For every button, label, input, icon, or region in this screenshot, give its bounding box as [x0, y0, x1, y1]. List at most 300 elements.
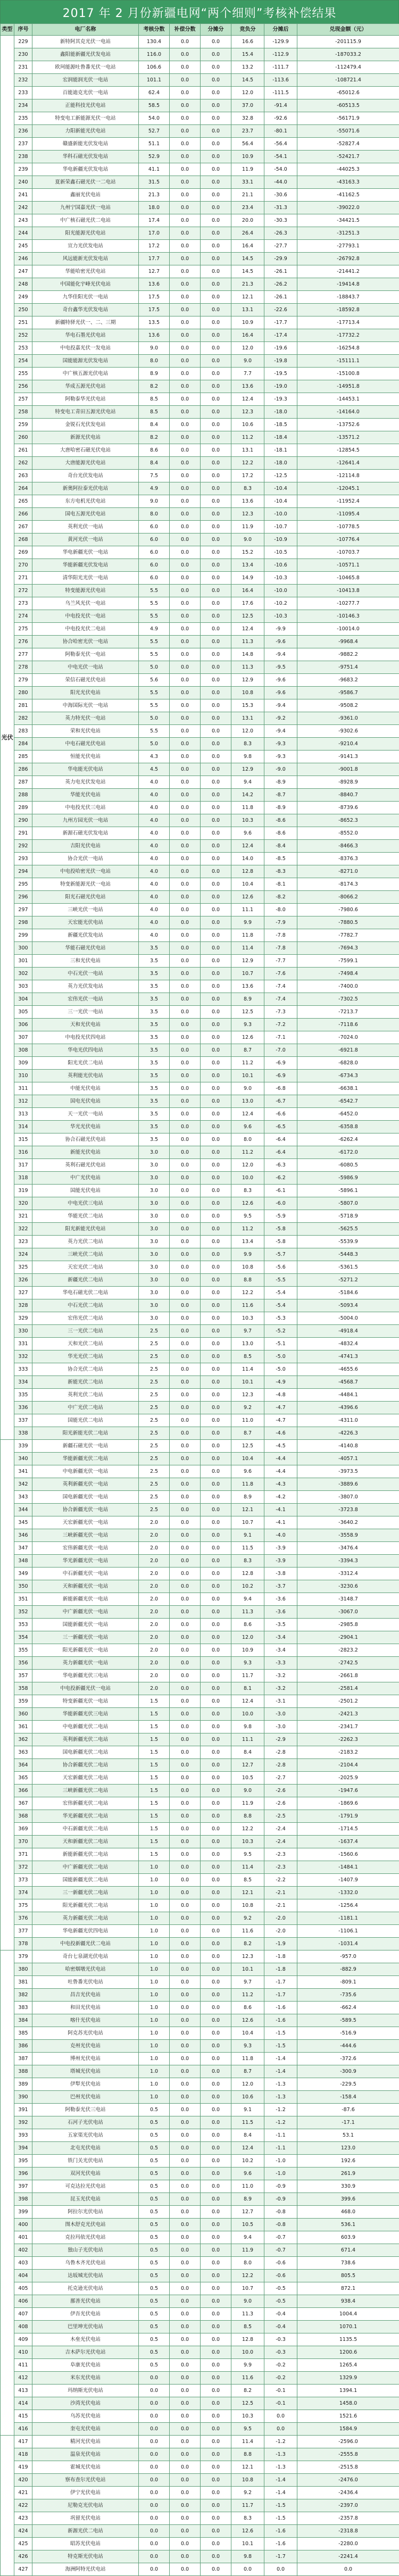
- row-index: 375: [14, 1899, 32, 1912]
- station-name: 宏润能润光伏一电站: [32, 74, 139, 87]
- compensate-score: 0.0: [170, 738, 201, 751]
- compensate-score: 0.0: [170, 993, 201, 1006]
- station-name: 新疆光伏发电站: [32, 929, 139, 942]
- table-row: [1, 891, 399, 904]
- after-share: -26.2: [264, 278, 297, 291]
- row-index: 359: [14, 1695, 32, 1708]
- amount: -17.1: [297, 2116, 399, 2129]
- share-score: 0.0: [201, 942, 231, 955]
- share-score: 0.0: [201, 712, 231, 725]
- station-name: 英利能光伏电站: [32, 1070, 139, 1082]
- compensate-score: 0.0: [170, 1427, 201, 1440]
- net-score: 17.6: [231, 597, 264, 610]
- station-name: 伊宁光伏电站: [32, 2487, 139, 2499]
- assess-score: 0.0: [139, 2563, 170, 2576]
- assess-score: 1.0: [139, 1861, 170, 1874]
- after-share: -6.0: [264, 1197, 297, 1210]
- station-name: 玛纳斯光伏电站: [32, 2385, 139, 2397]
- after-share: -8.9: [264, 802, 297, 814]
- amount: -12114.8: [297, 470, 399, 482]
- row-index: 400: [14, 2219, 32, 2231]
- assess-score: 8.9: [139, 368, 170, 380]
- assess-score: 8.6: [139, 444, 170, 457]
- compensate-score: 0.0: [170, 2538, 201, 2550]
- row-index: 318: [14, 1172, 32, 1185]
- table-row: [1, 955, 399, 968]
- row-index: 416: [14, 2423, 32, 2436]
- amount: -10776.4: [297, 533, 399, 546]
- station-name: 国电新疆光伏一电站: [32, 1491, 139, 1504]
- after-share: -5.5: [264, 1274, 297, 1287]
- table-row: [1, 572, 399, 585]
- after-share: -3.1: [264, 1695, 297, 1708]
- station-name: 图木舒克光伏电站: [32, 2219, 139, 2231]
- after-share: -5.6: [264, 1261, 297, 1274]
- compensate-score: 0.0: [170, 2525, 201, 2538]
- station-name: 华电石墨光伏电站: [32, 329, 139, 342]
- assess-score: 4.0: [139, 904, 170, 916]
- net-score: 8.3: [231, 1185, 264, 1197]
- assess-score: 0.5: [139, 2270, 170, 2282]
- row-index: 308: [14, 1044, 32, 1057]
- table-row: [1, 74, 399, 87]
- amount: 805.5: [297, 2270, 399, 2282]
- assess-score: 2.0: [139, 1657, 170, 1670]
- table-row: [1, 623, 399, 636]
- compensate-score: 0.0: [170, 2563, 201, 2576]
- compensate-score: 0.0: [170, 968, 201, 980]
- compensate-score: 0.0: [170, 2219, 201, 2231]
- assess-score: 1.0: [139, 1976, 170, 1989]
- table-row: [1, 878, 399, 891]
- station-name: 恒能光伏电站: [32, 751, 139, 763]
- compensate-score: 0.0: [170, 980, 201, 993]
- table-row: [1, 942, 399, 955]
- row-index: 356: [14, 1657, 32, 1670]
- amount: -3148.7: [297, 1593, 399, 1606]
- after-share: -0.7: [264, 2244, 297, 2257]
- row-index: 370: [14, 1836, 32, 1848]
- assess-score: 62.4: [139, 87, 170, 99]
- table-row: [1, 406, 399, 419]
- table-row: [1, 2231, 399, 2244]
- share-score: 0.0: [201, 1899, 231, 1912]
- table-row: [1, 2053, 399, 2065]
- table-row: [1, 419, 399, 431]
- compensate-score: 0.0: [170, 2257, 201, 2270]
- net-score: 8.6: [231, 1619, 264, 1631]
- after-share: -4.1: [264, 1504, 297, 1516]
- station-name: 阳光光伏电站: [32, 687, 139, 699]
- compensate-score: 0.0: [170, 99, 201, 112]
- share-score: 0.0: [201, 495, 231, 508]
- share-score: 0.0: [201, 572, 231, 585]
- station-name: 中电投光伏一电站: [32, 610, 139, 623]
- net-score: 37.0: [231, 99, 264, 112]
- amount: 1394.1: [297, 2385, 399, 2397]
- compensate-score: 0.0: [170, 725, 201, 738]
- compensate-score: 0.0: [170, 1070, 201, 1082]
- table-row: [1, 393, 399, 406]
- compensate-score: 0.0: [170, 61, 201, 74]
- assess-score: 5.5: [139, 585, 170, 597]
- table-row: [1, 1095, 399, 1108]
- share-score: 0.0: [201, 1721, 231, 1733]
- row-index: 325: [14, 1261, 32, 1274]
- amount: -809.1: [297, 1976, 399, 1989]
- after-share: -8.1: [264, 878, 297, 891]
- compensate-score: 0.0: [170, 2104, 201, 2116]
- share-score: 0.0: [201, 521, 231, 533]
- table-row: [1, 329, 399, 342]
- share-score: 0.0: [201, 1516, 231, 1529]
- net-score: 16.6: [231, 36, 264, 48]
- station-name: 英利新疆光伏二电站: [32, 1733, 139, 1746]
- table-row: [1, 1657, 399, 1670]
- station-name: 中电石磁光伏电站: [32, 738, 139, 751]
- compensate-score: 0.0: [170, 291, 201, 304]
- net-score: 12.2: [231, 1823, 264, 1836]
- net-score: 12.6: [231, 2525, 264, 2538]
- net-score: 9.6: [231, 1121, 264, 1133]
- net-score: 10.6: [231, 2091, 264, 2104]
- station-name: 英利新疆光伏一电站: [32, 1478, 139, 1491]
- assess-score: 1.5: [139, 1759, 170, 1772]
- net-score: 8.7: [231, 1427, 264, 1440]
- amount: -957.0: [297, 1950, 399, 1963]
- compensate-score: 0.0: [170, 916, 201, 929]
- after-share: -18.5: [264, 419, 297, 431]
- station-name: 阿克苏光伏电站: [32, 2027, 139, 2040]
- station-name: 阳光能源光伏电站: [32, 227, 139, 240]
- row-index: 312: [14, 1095, 32, 1108]
- net-score: 13.0: [231, 1095, 264, 1108]
- amount: -4832.4: [297, 1338, 399, 1350]
- compensate-score: 0.0: [170, 2308, 201, 2321]
- station-name: 风远能新光伏发电站: [32, 253, 139, 265]
- share-score: 0.0: [201, 789, 231, 802]
- row-index: 279: [14, 674, 32, 687]
- assess-score: 4.0: [139, 853, 170, 865]
- assess-score: 0.0: [139, 2448, 170, 2461]
- after-share: -1.3: [264, 2078, 297, 2091]
- assess-score: 3.0: [139, 1287, 170, 1299]
- row-index: 355: [14, 1644, 32, 1657]
- amount: -7118.6: [297, 1019, 399, 1031]
- net-score: 12.9: [231, 674, 264, 687]
- compensate-score: 0.0: [170, 1568, 201, 1580]
- row-index: 291: [14, 827, 32, 840]
- share-score: 0.0: [201, 2065, 231, 2078]
- compensate-score: 0.0: [170, 1887, 201, 1899]
- after-share: -9.0: [264, 763, 297, 776]
- assess-score: 17.5: [139, 291, 170, 304]
- station-name: 中电投哈密光伏一电站: [32, 865, 139, 878]
- share-score: 0.0: [201, 2040, 231, 2053]
- after-share: -19.3: [264, 393, 297, 406]
- station-name: 协合新疆光伏一电站: [32, 1504, 139, 1516]
- assess-score: 0.0: [139, 2474, 170, 2487]
- amount: -10778.5: [297, 521, 399, 533]
- amount: -52827.4: [297, 138, 399, 151]
- after-share: -5.0: [264, 1350, 297, 1363]
- compensate-score: 0.0: [170, 457, 201, 470]
- amount: -2515.8: [297, 2461, 399, 2474]
- amount: -13571.2: [297, 431, 399, 444]
- table-row: [1, 1785, 399, 1797]
- table-row: [1, 342, 399, 355]
- share-score: 0.0: [201, 2308, 231, 2321]
- after-share: -1.2: [264, 2436, 297, 2448]
- net-score: 8.9: [231, 2193, 264, 2206]
- row-index: 313: [14, 1108, 32, 1121]
- amount: -41162.5: [297, 189, 399, 202]
- assess-score: 1.5: [139, 1746, 170, 1759]
- amount: -5986.9: [297, 1172, 399, 1185]
- after-share: -1.6: [264, 2014, 297, 2027]
- station-name: 宏伟光伏一电站: [32, 993, 139, 1006]
- after-share: -3.8: [264, 1568, 297, 1580]
- amount: -2596.0: [297, 2436, 399, 2448]
- assess-score: 3.5: [139, 1031, 170, 1044]
- row-index: 384: [14, 2014, 32, 2027]
- table-row: [1, 1274, 399, 1287]
- row-index: 273: [14, 597, 32, 610]
- assess-score: 6.0: [139, 572, 170, 585]
- compensate-score: 0.0: [170, 853, 201, 865]
- row-index: 255: [14, 368, 32, 380]
- compensate-score: 0.0: [170, 1325, 201, 1338]
- assess-score: 6.0: [139, 533, 170, 546]
- net-score: 11.6: [231, 1299, 264, 1312]
- amount: -31251.3: [297, 227, 399, 240]
- compensate-score: 0.0: [170, 2002, 201, 2014]
- compensate-score: 0.0: [170, 2270, 201, 2282]
- station-name: 中石新疆光伏二电站: [32, 1823, 139, 1836]
- share-score: 0.0: [201, 1529, 231, 1542]
- amount: -2904.1: [297, 1631, 399, 1644]
- after-share: -1.1: [264, 2142, 297, 2155]
- compensate-score: 0.0: [170, 1210, 201, 1223]
- station-name: 特变新疆光伏一电站: [32, 1695, 139, 1708]
- share-score: 0.0: [201, 1236, 231, 1248]
- assess-score: 1.5: [139, 1785, 170, 1797]
- row-index: 381: [14, 1976, 32, 1989]
- share-score: 0.0: [201, 2359, 231, 2372]
- after-share: -7.0: [264, 1044, 297, 1057]
- net-score: 10.1: [231, 2538, 264, 2550]
- compensate-score: 0.0: [170, 1261, 201, 1274]
- amount: 872.1: [297, 2282, 399, 2295]
- compensate-score: 0.0: [170, 1785, 201, 1797]
- row-index: 426: [14, 2550, 32, 2563]
- station-name: 塔城光伏电站: [32, 2065, 139, 2078]
- after-share: -1.0: [264, 2167, 297, 2180]
- station-name: 巴里坤光伏电站: [32, 2321, 139, 2333]
- assess-score: 3.5: [139, 1044, 170, 1057]
- amount: -14453.1: [297, 393, 399, 406]
- station-name: 正能科技光伏电站: [32, 99, 139, 112]
- after-share: -0.8: [264, 2219, 297, 2231]
- share-score: 0.0: [201, 1350, 231, 1363]
- station-name: 中电光伏三电站: [32, 1197, 139, 1210]
- table-row: [1, 1248, 399, 1261]
- share-score: 0.0: [201, 1440, 231, 1453]
- table-row: [1, 1568, 399, 1580]
- amount: -2280.0: [297, 2538, 399, 2550]
- share-score: 0.0: [201, 138, 231, 151]
- amount: -300.9: [297, 2065, 399, 2078]
- amount: 53.1: [297, 2129, 399, 2142]
- amount: -4226.3: [297, 1427, 399, 1440]
- assess-score: 2.5: [139, 1427, 170, 1440]
- amount: -9361.0: [297, 712, 399, 725]
- station-name: 国电五源光伏电站: [32, 508, 139, 521]
- table-row: [1, 2346, 399, 2359]
- share-score: 0.0: [201, 2397, 231, 2410]
- table-row: [1, 1529, 399, 1542]
- amount: -1106.1: [297, 1925, 399, 1938]
- net-score: 8.6: [231, 2002, 264, 2014]
- row-index: 378: [14, 1938, 32, 1950]
- after-share: -1.3: [264, 2461, 297, 2474]
- assess-score: 4.0: [139, 814, 170, 827]
- compensate-score: 0.0: [170, 2193, 201, 2206]
- after-share: -2.7: [264, 1772, 297, 1785]
- amount: -3476.4: [297, 1542, 399, 1555]
- station-name: 昭苏光伏电站: [32, 2538, 139, 2550]
- row-index: 229: [14, 36, 32, 48]
- after-share: -2.4: [264, 1836, 297, 1848]
- table-row: [1, 1108, 399, 1121]
- amount: -2397.0: [297, 2499, 399, 2512]
- row-index: 362: [14, 1733, 32, 1746]
- after-share: -6.7: [264, 1095, 297, 1108]
- net-score: 12.8: [231, 2333, 264, 2346]
- station-name: 中电投新疆光伏一电站: [32, 1682, 139, 1695]
- row-index: 336: [14, 1402, 32, 1414]
- station-name: 察布查尔光伏电站: [32, 2474, 139, 2487]
- assess-score: 4.0: [139, 878, 170, 891]
- after-share: -7.8: [264, 942, 297, 955]
- table-row: [1, 368, 399, 380]
- after-share: -30.6: [264, 189, 297, 202]
- compensate-score: 0.0: [170, 253, 201, 265]
- net-score: 9.0: [231, 533, 264, 546]
- row-index: 307: [14, 1031, 32, 1044]
- share-score: 0.0: [201, 2231, 231, 2244]
- row-index: 274: [14, 610, 32, 623]
- amount: 1004.4: [297, 2308, 399, 2321]
- assess-score: 2.0: [139, 1593, 170, 1606]
- compensate-score: 0.0: [170, 2053, 201, 2065]
- share-score: 0.0: [201, 916, 231, 929]
- net-score: 13.6: [231, 380, 264, 393]
- compensate-score: 0.0: [170, 227, 201, 240]
- after-share: -19.8: [264, 355, 297, 368]
- station-name: 新源石磁光伏发电站: [32, 827, 139, 840]
- row-index: 321: [14, 1210, 32, 1223]
- row-index: 290: [14, 814, 32, 827]
- table-row: [1, 1938, 399, 1950]
- after-share: -10.4: [264, 482, 297, 495]
- row-index: 249: [14, 291, 32, 304]
- net-score: 33.1: [231, 176, 264, 189]
- table-row: [1, 1223, 399, 1236]
- assess-score: 1.0: [139, 1963, 170, 1976]
- share-score: 0.0: [201, 878, 231, 891]
- net-score: 10.0: [231, 2346, 264, 2359]
- row-index: 410: [14, 2346, 32, 2359]
- net-score: 13.2: [231, 61, 264, 74]
- row-index: 389: [14, 2078, 32, 2091]
- row-index: 240: [14, 176, 32, 189]
- station-name: 三峡新疆光伏二电站: [32, 1785, 139, 1797]
- table-row: [1, 1465, 399, 1478]
- net-score: 9.5: [231, 2423, 264, 2436]
- table-row: [1, 2512, 399, 2525]
- after-share: -1.3: [264, 2448, 297, 2461]
- after-share: -0.3: [264, 2333, 297, 2346]
- after-share: -1.7: [264, 1989, 297, 2002]
- amount: -13752.6: [297, 419, 399, 431]
- share-score: 0.0: [201, 2512, 231, 2525]
- row-index: 332: [14, 1350, 32, 1363]
- row-index: 305: [14, 1006, 32, 1019]
- share-score: 0.0: [201, 265, 231, 278]
- row-index: 349: [14, 1568, 32, 1580]
- station-name: 荣和光伏电站: [32, 725, 139, 738]
- assess-score: 3.5: [139, 1019, 170, 1031]
- station-name: 中海国际光伏一电站: [32, 699, 139, 712]
- net-score: 8.1: [231, 1682, 264, 1695]
- row-index: 373: [14, 1874, 32, 1887]
- station-name: 国能光伏二电站: [32, 1414, 139, 1427]
- share-score: 0.0: [201, 1402, 231, 1414]
- compensate-score: 0.0: [170, 1963, 201, 1976]
- assess-score: 2.0: [139, 1580, 170, 1593]
- station-name: 英力光伏二电站: [32, 1236, 139, 1248]
- compensate-score: 0.0: [170, 508, 201, 521]
- table-row: [1, 2333, 399, 2346]
- share-score: 0.0: [201, 240, 231, 253]
- station-name: 协合光伏一电站: [32, 853, 139, 865]
- assess-score: 5.0: [139, 738, 170, 751]
- table-row: [1, 1172, 399, 1185]
- share-score: 0.0: [201, 559, 231, 572]
- table-row: [1, 2244, 399, 2257]
- amount: -14951.8: [297, 380, 399, 393]
- after-share: -1.9: [264, 1938, 297, 1950]
- assess-score: 3.0: [139, 1274, 170, 1287]
- row-index: 266: [14, 508, 32, 521]
- after-share: -8.9: [264, 776, 297, 789]
- station-name: 三一新疆光伏一电站: [32, 1631, 139, 1644]
- net-score: 56.4: [231, 138, 264, 151]
- row-index: 232: [14, 74, 32, 87]
- share-score: 0.0: [201, 1108, 231, 1121]
- row-index: 244: [14, 227, 32, 240]
- after-share: -5.0: [264, 1363, 297, 1376]
- table-row: [1, 533, 399, 546]
- assess-score: 2.0: [139, 1606, 170, 1619]
- assess-score: 8.2: [139, 380, 170, 393]
- station-name: 华能光伏二电站: [32, 1210, 139, 1223]
- station-name: 中石光伏一电站: [32, 968, 139, 980]
- assess-score: 0.5: [139, 2193, 170, 2206]
- net-score: 12.5: [231, 1006, 264, 1019]
- compensate-score: 0.0: [170, 2499, 201, 2512]
